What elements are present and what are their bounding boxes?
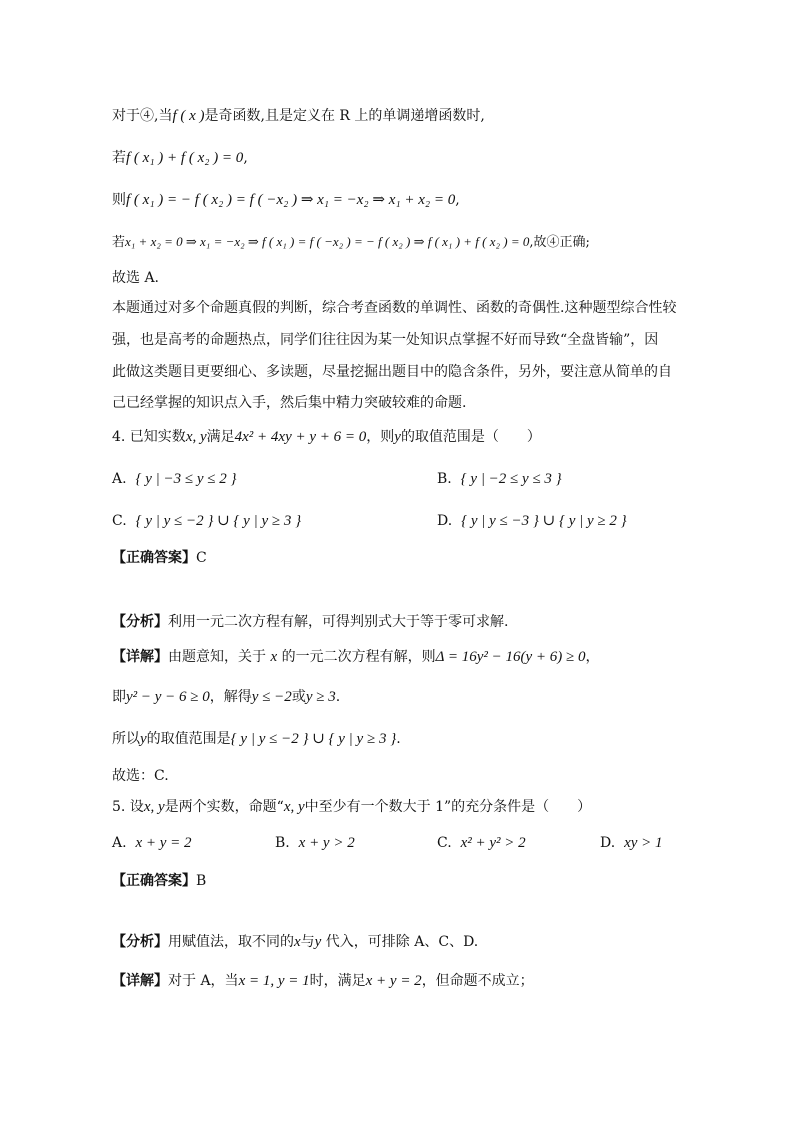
option-label: B. <box>275 835 290 851</box>
detail-line <box>112 647 600 667</box>
text: , <box>455 192 460 208</box>
math-expression: x + y = 2 <box>365 973 422 989</box>
text-line <box>112 106 485 126</box>
text-line: 本题通过对多个命题真假的判断，综合考查函数的单调性、函数的奇偶性.这种题型综合性较 <box>112 300 677 316</box>
math-expression: x + y = 2 <box>135 835 192 851</box>
option-b <box>437 469 562 489</box>
math-expression: x <box>294 934 301 950</box>
text: ，但命题不成立； <box>421 973 534 989</box>
text: 满足 <box>206 429 235 445</box>
option-label: C. <box>112 513 127 529</box>
math-expression: f ( x ) <box>172 108 205 124</box>
text: ,故④正确; <box>529 235 590 250</box>
math-expression: x, y <box>283 799 305 815</box>
text: ，解得 <box>209 689 252 705</box>
math-expression: { y | y ≤ −2 } ∪ { y | y ≥ 3 } <box>135 513 302 529</box>
text-line: 强，也是高考的命题热点，同学们往往因为某一处知识点掌握不好而导致“全盘皆输”，因 <box>112 332 659 348</box>
answer-line <box>112 871 206 891</box>
math-expression: y ≥ 3 <box>305 689 336 705</box>
math-expression: Δ = 16y² − 16(y + 6) ≥ 0 <box>435 649 586 665</box>
option-label: C. <box>437 835 452 851</box>
math-expression: { y | y ≤ −2 } ∪ { y | y ≥ 3 } <box>230 731 397 747</box>
text: 中至少有一个数大于 1”的充分条件是（ ） <box>304 799 592 815</box>
text: 时，满足 <box>309 973 366 989</box>
text: , <box>243 150 248 166</box>
analysis-tag: 【分析】 <box>112 934 168 950</box>
question-5-stem <box>112 797 591 817</box>
math-expression: y² − y − 6 ≥ 0 <box>126 689 210 705</box>
text: ，则 <box>366 429 395 445</box>
text: 是两个实数，命题“ <box>164 799 284 815</box>
text: 或 <box>291 689 306 705</box>
detail-line <box>112 971 534 991</box>
text-line <box>112 148 248 168</box>
text: 若 <box>112 150 126 166</box>
text: 即 <box>112 689 126 705</box>
answer-line <box>112 548 207 568</box>
option-c <box>437 833 526 853</box>
option-b <box>275 833 355 853</box>
text-line <box>112 190 460 210</box>
answer-value: B <box>196 873 207 889</box>
answer-value: C <box>196 550 207 566</box>
math-expression: { y | −3 ≤ y ≤ 2 } <box>135 471 237 487</box>
analysis-line <box>112 612 508 632</box>
math-expression: x = 1, y = 1 <box>238 973 310 989</box>
text: 则 <box>112 192 126 208</box>
math-expression: xy > 1 <box>624 835 663 851</box>
option-label: A. <box>112 471 127 487</box>
analysis-tag: 【分析】 <box>112 614 168 630</box>
option-d <box>600 833 663 853</box>
text-line: 故选 A. <box>112 270 160 286</box>
option-d <box>437 511 627 531</box>
detail-line <box>112 687 340 707</box>
math-expression: { y | y ≤ −3 } ∪ { y | y ≥ 2 } <box>461 513 627 529</box>
math-expression: x + y > 2 <box>298 835 355 851</box>
text: 的一元二次方程有解，则 <box>281 649 436 665</box>
text: 5. 设 <box>112 799 144 815</box>
text: 是奇函数,且是定义在 R 上的单调递增函数时, <box>204 108 485 124</box>
text: 对于④,当 <box>112 108 173 124</box>
math-expression: 4x² + 4xy + y + 6 = 0 <box>234 429 367 445</box>
option-label: D. <box>600 835 616 851</box>
text: 利用一元二次方程有解，可得判别式大于等于零可求解. <box>168 614 509 630</box>
math-expression: x, y <box>185 429 207 445</box>
text: 与 <box>300 934 315 950</box>
detail-tag: 【详解】 <box>112 649 168 665</box>
question-4-stem <box>112 427 541 447</box>
text: 由题意知，关于 <box>168 649 266 665</box>
answer-tag: 【正确答案】 <box>112 873 196 889</box>
text: ， <box>585 649 600 665</box>
text-line: 己已经掌握的知识点入手，然后集中精力突破较难的命题. <box>112 395 467 411</box>
math-expression: x² + y² > 2 <box>460 835 526 851</box>
option-c <box>112 511 301 531</box>
math-expression: x, y <box>143 799 165 815</box>
option-label: A. <box>112 835 127 851</box>
text: 的取值范围是（ ） <box>400 429 541 445</box>
analysis-line <box>112 932 478 952</box>
answer-tag: 【正确答案】 <box>112 550 196 566</box>
text-line: 此做这类题目更要细心、多读题，尽量挖掘出题目中的隐含条件，另外，要注意从简单的自 <box>112 364 672 380</box>
text: 4. 已知实数 <box>112 429 186 445</box>
math-expression: y ≤ −2 <box>251 689 292 705</box>
text: 的取值范围是 <box>146 731 231 747</box>
text: . <box>335 689 341 705</box>
text: 用赋值法，取不同的 <box>168 934 294 950</box>
option-a <box>112 469 237 489</box>
detail-tag: 【详解】 <box>112 973 168 989</box>
math-expression: { y | −2 ≤ y ≤ 3 } <box>460 471 562 487</box>
detail-line <box>112 729 401 749</box>
math-expression: f ( x₁ ) = − f ( x₂ ) = f ( −x₂ ) ⇒ x₁ = −x₂ ⇒ x₁ + x₂ = 0 <box>126 192 456 208</box>
math-expression: y <box>394 429 401 445</box>
option-a <box>112 833 192 853</box>
math-expression: y <box>314 934 322 950</box>
math-expression: y <box>140 731 147 747</box>
option-label: B. <box>437 471 452 487</box>
math-expression: f ( x₁ ) + f ( x₂ ) = 0 <box>126 150 244 166</box>
option-label: D. <box>437 513 453 529</box>
text: 代入，可排除 A、C、D. <box>325 934 479 950</box>
text: 对于 A，当 <box>168 973 239 989</box>
text: . <box>396 731 401 747</box>
text-line: 故选：C. <box>112 768 169 784</box>
math-expression: x <box>270 649 278 665</box>
math-expression: x₁ + x₂ = 0 ⇒ x₁ = −x₂ ⇒ f ( x₁ ) = f ( −x₂ ) = − f ( x₂ ) ⇒ f ( x₁ ) + f ( x₂ ) = 0 <box>125 234 530 249</box>
text: 所以 <box>112 731 140 747</box>
text-line <box>112 232 590 253</box>
text: 若 <box>112 235 126 250</box>
